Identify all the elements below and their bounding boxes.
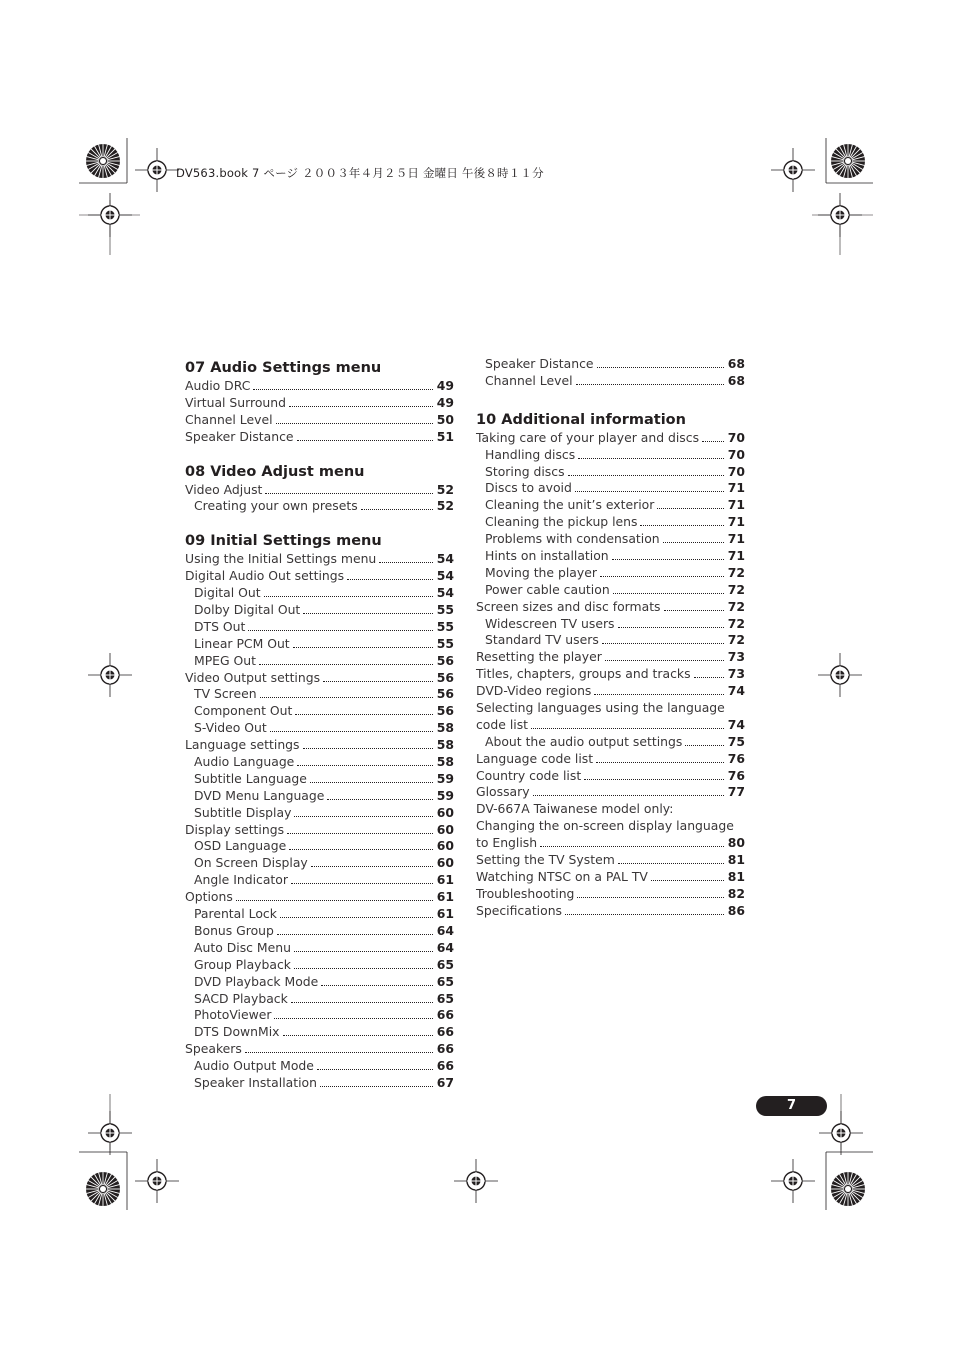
toc-page-number: 56 bbox=[436, 669, 454, 685]
toc-entry bbox=[476, 531, 745, 548]
toc-entry bbox=[476, 903, 745, 920]
dot-leader bbox=[577, 886, 723, 898]
toc-page-number: 86 bbox=[727, 902, 745, 918]
dot-leader bbox=[605, 649, 724, 661]
toc-entry bbox=[185, 822, 454, 839]
toc-page-number: 51 bbox=[436, 428, 454, 444]
toc-right-column bbox=[476, 356, 745, 936]
toc-page-number: 49 bbox=[436, 378, 454, 393]
toc-entry-title: Bonus Group bbox=[194, 922, 274, 938]
dot-leader bbox=[321, 974, 432, 986]
dot-leader bbox=[618, 852, 724, 864]
toc-page-number: 67 bbox=[436, 1074, 454, 1090]
toc-entry-title: Digital Out bbox=[194, 585, 261, 601]
dot-leader bbox=[320, 1075, 433, 1087]
toc-entry bbox=[185, 771, 454, 788]
dot-leader bbox=[287, 822, 433, 834]
toc-entry bbox=[185, 686, 454, 703]
toc-entry-title: Audio Language bbox=[194, 754, 295, 770]
toc-entry bbox=[185, 1024, 454, 1041]
toc-entry bbox=[185, 482, 454, 499]
toc-entry bbox=[476, 616, 745, 633]
toc-entry bbox=[476, 666, 745, 683]
toc-page-number: 55 bbox=[436, 635, 454, 651]
toc-page-number: 72 bbox=[727, 581, 745, 597]
dot-leader bbox=[297, 754, 432, 766]
page-number-badge: 7 bbox=[756, 1096, 827, 1116]
toc-entry bbox=[185, 788, 454, 805]
toc-entry-title: Channel Level bbox=[185, 411, 273, 427]
toc-section bbox=[476, 410, 745, 920]
toc-entry-title: Taking care of your player and discs bbox=[476, 429, 700, 445]
toc-entry-title: DVD Menu Language bbox=[194, 787, 325, 803]
dot-leader bbox=[613, 582, 724, 594]
dot-leader bbox=[664, 599, 724, 611]
toc-entry-title: MPEG Out bbox=[194, 652, 256, 668]
toc-entry-title: Moving the player bbox=[485, 564, 597, 580]
toc-entry bbox=[185, 429, 454, 446]
toc-entry-title: DV-667A Taiwanese model only: bbox=[476, 801, 674, 817]
toc-entry bbox=[476, 497, 745, 514]
dot-leader bbox=[297, 429, 433, 441]
toc-entry-title: Screen sizes and disc formats bbox=[476, 598, 661, 614]
toc-page-number: 72 bbox=[727, 615, 745, 631]
toc-page-number: 68 bbox=[727, 356, 745, 371]
toc-entry-title: Speaker Distance bbox=[485, 356, 594, 371]
toc-entry bbox=[476, 683, 745, 700]
toc-left-column bbox=[185, 356, 454, 1108]
toc-entry bbox=[185, 703, 454, 720]
toc-entry-title: Subtitle Language bbox=[194, 770, 307, 786]
toc-page-number: 82 bbox=[727, 885, 745, 901]
toc-entry-title: Speaker Installation bbox=[194, 1074, 317, 1090]
toc-page-number: 54 bbox=[436, 585, 454, 601]
toc-entry bbox=[185, 551, 454, 568]
dot-leader bbox=[291, 991, 433, 1003]
toc-page-number: 77 bbox=[727, 784, 745, 800]
toc-entry bbox=[185, 991, 454, 1008]
dot-leader bbox=[694, 666, 724, 678]
dot-leader bbox=[327, 788, 432, 800]
toc-entry bbox=[476, 869, 745, 886]
toc-entry bbox=[185, 395, 454, 412]
toc-page-number: 71 bbox=[727, 531, 745, 547]
toc-page-number: 71 bbox=[727, 514, 745, 530]
dot-leader bbox=[274, 1007, 432, 1019]
dot-leader bbox=[276, 412, 433, 424]
toc-entry bbox=[476, 514, 745, 531]
toc-entry bbox=[476, 717, 745, 734]
toc-entry bbox=[185, 670, 454, 687]
toc-entry bbox=[476, 632, 745, 649]
toc-page-number: 50 bbox=[436, 411, 454, 427]
toc-entry-title: Video Output settings bbox=[185, 669, 321, 685]
toc-entry-title: Widescreen TV users bbox=[485, 615, 615, 631]
toc-entry bbox=[185, 838, 454, 855]
toc-entry-title: Group Playback bbox=[194, 956, 291, 972]
toc-entry-title: Power cable caution bbox=[485, 581, 610, 597]
toc-entry-title: Handling discs bbox=[485, 446, 576, 462]
toc-section bbox=[185, 531, 454, 1092]
toc-entry-title: code list bbox=[476, 716, 529, 732]
dot-leader bbox=[265, 482, 432, 494]
toc-entry-title: Dolby Digital Out bbox=[194, 602, 301, 618]
toc-entry bbox=[476, 801, 745, 818]
dot-leader bbox=[260, 686, 433, 698]
toc-entry bbox=[185, 1041, 454, 1058]
toc-entry-title: Audio Output Mode bbox=[194, 1058, 314, 1074]
toc-entry bbox=[185, 585, 454, 602]
toc-entry-title: Country code list bbox=[476, 767, 582, 783]
toc-page-number: 66 bbox=[436, 1007, 454, 1023]
toc-section bbox=[185, 358, 454, 446]
toc-entry bbox=[476, 356, 745, 373]
toc-page-number: 76 bbox=[727, 750, 745, 766]
dot-leader bbox=[531, 717, 724, 729]
toc-entry-title: Audio DRC bbox=[185, 378, 251, 393]
toc-page-number: 54 bbox=[436, 551, 454, 567]
toc-entry-title: Cleaning the pickup lens bbox=[485, 514, 638, 530]
toc-entry bbox=[476, 886, 745, 903]
toc-page-number: 65 bbox=[436, 973, 454, 989]
dot-leader bbox=[248, 619, 432, 631]
dot-leader bbox=[584, 768, 724, 780]
toc-page-number: 61 bbox=[436, 889, 454, 905]
toc-page-number: 54 bbox=[436, 568, 454, 584]
toc-entry bbox=[476, 599, 745, 616]
toc-entry-title: Resetting the player bbox=[476, 649, 602, 665]
dot-leader bbox=[264, 585, 433, 597]
dot-leader bbox=[575, 480, 724, 492]
toc-entry bbox=[476, 649, 745, 666]
toc-page-number: 80 bbox=[727, 835, 745, 851]
toc-page-number: 70 bbox=[727, 463, 745, 479]
toc-entry bbox=[185, 412, 454, 429]
toc-entry bbox=[185, 653, 454, 670]
toc-entry bbox=[476, 784, 745, 801]
toc-entry-title: Setting the TV System bbox=[476, 852, 615, 868]
dot-leader bbox=[253, 378, 432, 390]
toc-entry-title: Language code list bbox=[476, 750, 594, 766]
toc-page-number: 72 bbox=[727, 564, 745, 580]
dot-leader bbox=[594, 683, 723, 695]
toc-entry-title: DVD-Video regions bbox=[476, 683, 592, 699]
toc-page-number: 64 bbox=[436, 939, 454, 955]
toc-page-number: 72 bbox=[727, 598, 745, 614]
toc-page-number: 73 bbox=[727, 649, 745, 665]
toc-page-number: 61 bbox=[436, 872, 454, 888]
toc-entry bbox=[476, 751, 745, 768]
toc-entry bbox=[476, 373, 745, 390]
toc-entry bbox=[476, 768, 745, 785]
dot-leader bbox=[612, 548, 724, 560]
toc-entry-title: Hints on installation bbox=[485, 548, 609, 564]
section-heading: 09 Initial Settings menu bbox=[185, 533, 382, 550]
toc-entry-title: Speakers bbox=[185, 1041, 242, 1057]
toc-entry bbox=[185, 619, 454, 636]
toc-entry bbox=[185, 1007, 454, 1024]
dot-leader bbox=[259, 653, 433, 665]
dot-leader bbox=[294, 940, 433, 952]
dot-leader bbox=[651, 869, 724, 881]
toc-page-number: 64 bbox=[436, 922, 454, 938]
toc-entry-title: Component Out bbox=[194, 703, 293, 719]
toc-page-number: 66 bbox=[436, 1058, 454, 1074]
toc-page-number: 65 bbox=[436, 956, 454, 972]
dot-leader bbox=[277, 923, 433, 935]
toc-entry bbox=[185, 568, 454, 585]
print-header: DV563.book 7 ページ ２００３年４月２５日 金曜日 午後８時１１分 bbox=[176, 166, 544, 180]
toc-entry bbox=[185, 636, 454, 653]
toc-entry-title: DVD Playback Mode bbox=[194, 973, 319, 989]
toc-entry-title: Linear PCM Out bbox=[194, 635, 290, 651]
toc-entry-title: Subtitle Display bbox=[194, 804, 292, 820]
toc-entry-title: Auto Disc Menu bbox=[194, 939, 291, 955]
dot-leader bbox=[289, 395, 433, 407]
toc-entry-title: Digital Audio Out settings bbox=[185, 568, 345, 584]
dot-leader bbox=[303, 602, 432, 614]
dot-leader bbox=[280, 906, 433, 918]
dot-leader bbox=[568, 464, 724, 476]
toc-page-number: 70 bbox=[727, 429, 745, 445]
dot-leader bbox=[347, 568, 433, 580]
toc-entry bbox=[185, 872, 454, 889]
toc-entry-title: TV Screen bbox=[194, 686, 257, 702]
dot-leader bbox=[361, 498, 433, 510]
toc-entry-title: SACD Playback bbox=[194, 990, 288, 1006]
toc-entry bbox=[185, 957, 454, 974]
toc-entry-title: DTS Out bbox=[194, 618, 246, 634]
section-heading: 07 Audio Settings menu bbox=[185, 360, 382, 376]
toc-entry-title: OSD Language bbox=[194, 838, 287, 854]
dot-leader bbox=[600, 565, 724, 577]
dot-leader bbox=[379, 551, 432, 563]
toc-entry-title: Selecting languages using the language bbox=[476, 700, 725, 716]
toc-entry-title: S-Video Out bbox=[194, 720, 267, 736]
toc-page-number: 59 bbox=[436, 787, 454, 803]
toc-page-number: 58 bbox=[436, 720, 454, 736]
toc-page-number: 56 bbox=[436, 703, 454, 719]
toc-entry-title: Watching NTSC on a PAL TV bbox=[476, 868, 648, 884]
toc-page-number: 73 bbox=[727, 666, 745, 682]
dot-leader bbox=[317, 1058, 433, 1070]
toc-entry bbox=[185, 855, 454, 872]
toc-page-number: 55 bbox=[436, 618, 454, 634]
toc-entry bbox=[185, 754, 454, 771]
toc-entry bbox=[185, 940, 454, 957]
toc-entry bbox=[185, 378, 454, 395]
toc-page-number: 59 bbox=[436, 770, 454, 786]
toc-page-number: 76 bbox=[727, 767, 745, 783]
toc-entry bbox=[476, 852, 745, 869]
toc-entry bbox=[476, 480, 745, 497]
dot-leader bbox=[311, 855, 433, 867]
toc-page-number: 81 bbox=[727, 868, 745, 884]
toc-section bbox=[185, 462, 454, 516]
toc-entry bbox=[185, 805, 454, 822]
toc-entry bbox=[476, 582, 745, 599]
dot-leader bbox=[245, 1041, 433, 1053]
toc-entry bbox=[185, 889, 454, 906]
toc-entry bbox=[185, 923, 454, 940]
dot-leader bbox=[685, 734, 723, 746]
dot-leader bbox=[596, 751, 724, 763]
toc-page-number: 75 bbox=[727, 733, 745, 749]
toc-page-number: 74 bbox=[727, 716, 745, 732]
toc-page-number: 81 bbox=[727, 852, 745, 868]
toc-entry-title: DTS DownMix bbox=[194, 1024, 280, 1040]
dot-leader bbox=[236, 889, 433, 901]
toc-entry bbox=[185, 906, 454, 923]
toc-entry bbox=[185, 974, 454, 991]
toc-page-number: 60 bbox=[436, 855, 454, 871]
dot-leader bbox=[597, 356, 724, 368]
dot-leader bbox=[310, 771, 433, 783]
toc-page-number: 70 bbox=[727, 446, 745, 462]
toc-entry-title: Titles, chapters, groups and tracks bbox=[476, 666, 691, 682]
toc-entry-title: Options bbox=[185, 889, 233, 905]
dot-leader bbox=[270, 720, 433, 732]
dot-leader bbox=[294, 805, 432, 817]
toc-entry-title: Specifications bbox=[476, 902, 563, 918]
dot-leader bbox=[303, 737, 433, 749]
toc-entry-title: Discs to avoid bbox=[485, 480, 572, 496]
toc-page-number: 71 bbox=[727, 548, 745, 564]
toc-entry bbox=[185, 1058, 454, 1075]
toc-entry bbox=[476, 447, 745, 464]
toc-page-number: 61 bbox=[436, 906, 454, 922]
dot-leader bbox=[578, 447, 724, 459]
toc-entry-title: Angle Indicator bbox=[194, 872, 288, 888]
toc-page-number: 66 bbox=[436, 1041, 454, 1057]
toc-page-number: 71 bbox=[727, 480, 745, 496]
dot-leader bbox=[289, 838, 433, 850]
toc-page-number: 60 bbox=[436, 821, 454, 837]
toc-entry-title: Storing discs bbox=[485, 463, 565, 479]
toc-entry-title: to English bbox=[476, 835, 538, 851]
toc-entry-title: Language settings bbox=[185, 737, 300, 753]
toc-page-number: 72 bbox=[727, 632, 745, 648]
dot-leader bbox=[702, 430, 724, 442]
toc-entry bbox=[476, 565, 745, 582]
toc-entry bbox=[185, 1075, 454, 1092]
dot-leader bbox=[602, 632, 724, 644]
toc-entry-title: Using the Initial Settings menu bbox=[185, 551, 377, 567]
toc-entry bbox=[476, 700, 745, 717]
toc-entry-title: On Screen Display bbox=[194, 855, 308, 871]
toc-page-number: 52 bbox=[436, 481, 454, 497]
toc-entry bbox=[476, 548, 745, 565]
toc-page-number: 58 bbox=[436, 737, 454, 753]
toc-entry-title: Problems with condensation bbox=[485, 531, 660, 547]
dot-leader bbox=[323, 670, 433, 682]
dot-leader bbox=[663, 531, 724, 543]
toc-page-number: 56 bbox=[436, 686, 454, 702]
toc-page-number: 52 bbox=[436, 498, 454, 514]
toc-page-number: 74 bbox=[727, 683, 745, 699]
toc-entry-title: About the audio output settings bbox=[485, 733, 683, 749]
toc-entry-title: Virtual Surround bbox=[185, 394, 286, 410]
toc-entry-title: Creating your own presets bbox=[194, 498, 358, 514]
toc-page-number: 60 bbox=[436, 838, 454, 854]
toc-entry bbox=[476, 734, 745, 751]
toc-entry bbox=[476, 464, 745, 481]
dot-leader bbox=[565, 903, 724, 915]
toc-page-number: 68 bbox=[727, 372, 745, 388]
toc-page-number: 65 bbox=[436, 990, 454, 1006]
toc-entry-title: Standard TV users bbox=[485, 632, 599, 648]
toc-entry-title: Glossary bbox=[476, 784, 530, 800]
toc-page-number: 71 bbox=[727, 497, 745, 513]
toc-entry bbox=[185, 720, 454, 737]
toc-page-number: 60 bbox=[436, 804, 454, 820]
toc-entry-title: Video Adjust bbox=[185, 481, 263, 497]
dot-leader bbox=[293, 636, 433, 648]
dot-leader bbox=[283, 1024, 433, 1036]
toc-continuation bbox=[476, 356, 745, 390]
toc-entry-title: Speaker Distance bbox=[185, 428, 294, 444]
toc-page-number: 49 bbox=[436, 394, 454, 410]
toc-page-number: 55 bbox=[436, 602, 454, 618]
dot-leader bbox=[294, 957, 433, 969]
section-heading: 08 Video Adjust menu bbox=[185, 463, 365, 480]
dot-leader bbox=[618, 616, 724, 628]
toc-entry-title: Cleaning the unit’s exterior bbox=[485, 497, 655, 513]
dot-leader bbox=[657, 497, 723, 509]
toc-entry bbox=[185, 737, 454, 754]
dot-leader bbox=[540, 835, 724, 847]
toc-entry bbox=[476, 818, 745, 835]
toc-page-number: 56 bbox=[436, 652, 454, 668]
dot-leader bbox=[576, 373, 724, 385]
dot-leader bbox=[533, 784, 724, 796]
toc-entry-title: Display settings bbox=[185, 821, 285, 837]
dot-leader bbox=[640, 514, 723, 526]
toc-entry bbox=[185, 498, 454, 515]
toc-entry-title: Changing the on-screen display language bbox=[476, 818, 734, 834]
toc-entry-title: Channel Level bbox=[485, 372, 573, 388]
toc-entry bbox=[476, 835, 745, 852]
section-heading: 10 Additional information bbox=[476, 411, 686, 428]
toc-entry bbox=[476, 430, 745, 447]
dot-leader bbox=[295, 703, 432, 715]
toc-page-number: 66 bbox=[436, 1024, 454, 1040]
toc-page-number: 58 bbox=[436, 754, 454, 770]
toc-entry-title: Troubleshooting bbox=[476, 885, 575, 901]
toc-entry-title: PhotoViewer bbox=[194, 1007, 272, 1023]
toc-entry bbox=[185, 602, 454, 619]
toc-entry-title: Parental Lock bbox=[194, 906, 277, 922]
dot-leader bbox=[291, 872, 433, 884]
